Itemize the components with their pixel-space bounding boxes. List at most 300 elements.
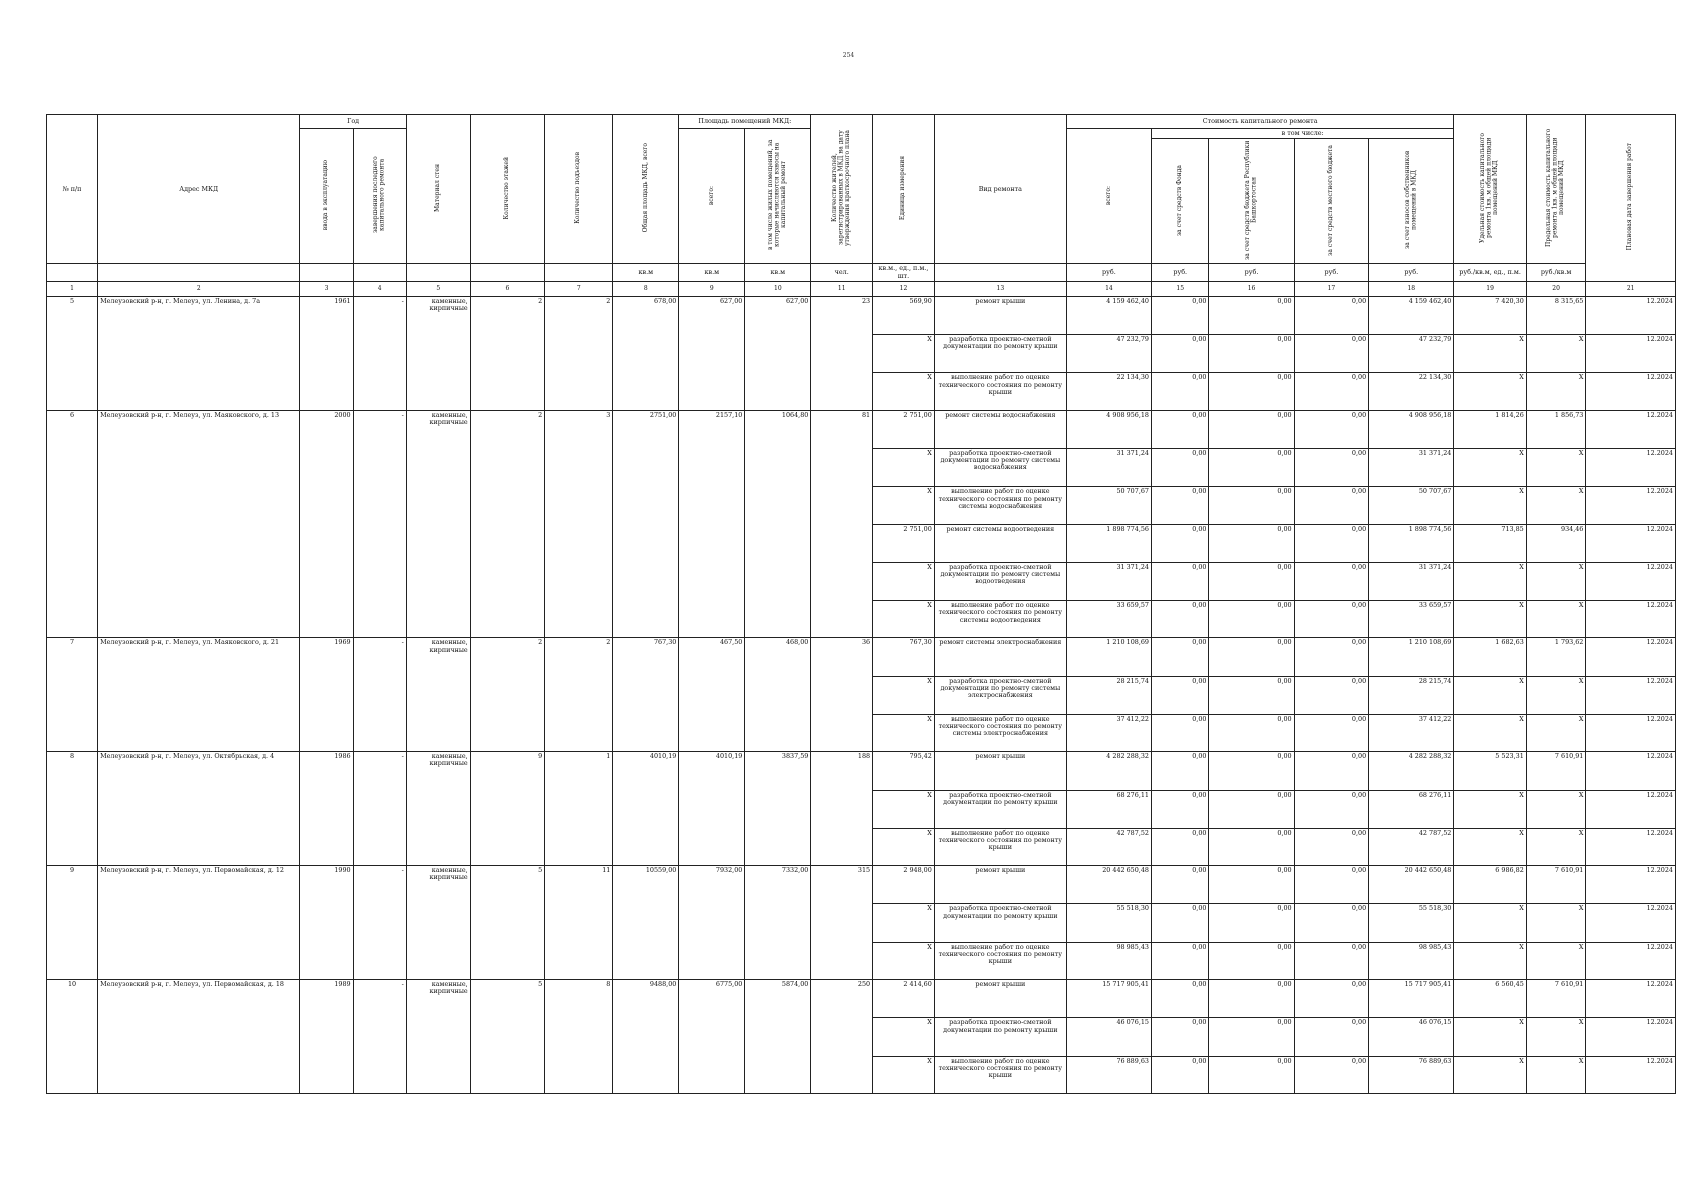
work-type: ремонт крыши [934,752,1066,790]
residents-count: 23 [811,296,873,410]
year-built: 2000 [300,410,353,638]
col-no-header: № п/п [47,115,98,264]
column-number: 16 [1209,281,1294,296]
year-group-header: Год [300,115,406,129]
last-repair-year: - [353,979,406,1093]
wall-material: каменные, кирпичные [406,752,470,866]
total-area: 2751,00 [613,410,679,638]
cost-owners: 98 985,43 [1369,942,1454,979]
completion-date: 12.2024 [1586,487,1676,524]
cost-total: 4 908 956,18 [1066,410,1151,448]
total-area: 4010,19 [613,752,679,866]
cost-rb-budget: 0,00 [1209,904,1294,942]
work-type: выполнение работ по оценке технического состояния по ремонту системы водоотведения [934,601,1066,638]
area-all: 4010,19 [679,752,745,866]
work-type: ремонт крыши [934,979,1066,1017]
specific-cost: X [1454,1018,1526,1056]
cost-total: 1 210 108,69 [1066,638,1151,676]
cost-owners: 28 215,74 [1369,676,1454,714]
work-type: ремонт системы водоотведения [934,524,1066,562]
floors-count: 2 [470,638,545,752]
cost-total: 1 898 774,56 [1066,524,1151,562]
cost-total: 47 232,79 [1066,335,1151,373]
cost-total: 55 518,30 [1066,904,1151,942]
table-row [47,410,1676,448]
unit-rb: руб. [1209,264,1294,281]
column-number: 4 [353,281,406,296]
building-address: Мелеузовский р-н, г. Мелеуз, ул. Ленина, д. 7а [98,296,300,410]
completion-date: 12.2024 [1586,790,1676,828]
column-number: 12 [873,281,935,296]
cost-rb-budget: 0,00 [1209,676,1294,714]
col-address-header: Адрес МКД [98,115,300,264]
cost-fund: 0,00 [1151,335,1208,373]
cost-fund: 0,00 [1151,373,1208,410]
cost-fund: 0,00 [1151,449,1208,487]
col-area-living-header: в том числе жилых помещений, за которые начисляются взносы на капитальный ремонт [745,129,811,264]
specific-cost: X [1454,449,1526,487]
cost-owners: 42 787,52 [1369,828,1454,865]
total-area: 767,30 [613,638,679,752]
cost-local-budget: 0,00 [1294,1018,1369,1056]
building-address: Мелеузовский р-н, г. Мелеуз, ул. Маяковского, д. 13 [98,410,300,638]
limit-cost: X [1526,904,1586,942]
work-unit-amount: X [873,942,935,979]
floors-count: 5 [470,866,545,980]
work-type: выполнение работ по оценке технического состояния по ремонту системы водоснабжения [934,487,1066,524]
column-number: 2 [98,281,300,296]
cost-fund: 0,00 [1151,979,1208,1017]
limit-cost: X [1526,335,1586,373]
specific-cost: 6 560,45 [1454,979,1526,1017]
cost-local-budget: 0,00 [1294,449,1369,487]
unit-owners: руб. [1369,264,1454,281]
work-type: разработка проектно-сметной документации по ремонту системы водоснабжения [934,449,1066,487]
cost-total: 76 889,63 [1066,1056,1151,1093]
area-all: 6775,00 [679,979,745,1093]
unit-area-living: кв.м [745,264,811,281]
col-work-type-header: Вид ремонта [934,115,1066,264]
cost-local-budget: 0,00 [1294,296,1369,334]
last-repair-year: - [353,638,406,752]
cost-local-budget: 0,00 [1294,335,1369,373]
specific-cost: 5 523,31 [1454,752,1526,790]
limit-cost: X [1526,790,1586,828]
area-all: 627,00 [679,296,745,410]
residents-count: 250 [811,979,873,1093]
cost-local-budget: 0,00 [1294,942,1369,979]
specific-cost: X [1454,904,1526,942]
work-unit-amount: X [873,335,935,373]
cost-rb-budget: 0,00 [1209,373,1294,410]
col-owners-header: за счет взносов собственников помещений в МКД [1369,139,1454,264]
col-residents-header: Количество жителей, зарегистрированных в МКД на дату утверждения краткосрочного плана [811,115,873,264]
area-living: 468,00 [745,638,811,752]
limit-cost: 1 793,62 [1526,638,1586,676]
work-unit-amount: X [873,1018,935,1056]
cost-rb-budget: 0,00 [1209,828,1294,865]
cost-rb-budget: 0,00 [1209,601,1294,638]
work-unit-amount: 795,42 [873,752,935,790]
cost-owners: 15 717 905,41 [1369,979,1454,1017]
cost-fund: 0,00 [1151,904,1208,942]
cost-local-budget: 0,00 [1294,601,1369,638]
cost-local-budget: 0,00 [1294,524,1369,562]
cost-fund: 0,00 [1151,1018,1208,1056]
cost-rb-budget: 0,00 [1209,449,1294,487]
col-date-header: Плановая дата завершения работ [1586,115,1676,282]
building-address: Мелеузовский р-н, г. Мелеуз, ул. Маяковского, д. 21 [98,638,300,752]
column-number: 18 [1369,281,1454,296]
cost-fund: 0,00 [1151,638,1208,676]
unit-local: руб. [1294,264,1369,281]
wall-material: каменные, кирпичные [406,866,470,980]
area-all: 467,50 [679,638,745,752]
residents-count: 36 [811,638,873,752]
cost-local-budget: 0,00 [1294,828,1369,865]
limit-cost: X [1526,601,1586,638]
wall-material: каменные, кирпичные [406,638,470,752]
last-repair-year: - [353,866,406,980]
col-fund-header: за счет средств Фонда [1151,139,1208,264]
residents-count: 81 [811,410,873,638]
cost-fund: 0,00 [1151,296,1208,334]
floors-count: 2 [470,296,545,410]
col-specific-cost-header: Удельная стоимость капитального ремонта 1кв. м общей площади помещений МКД [1454,115,1526,264]
cost-local-budget: 0,00 [1294,904,1369,942]
work-unit-amount: X [873,828,935,865]
completion-date: 12.2024 [1586,296,1676,334]
cost-local-budget: 0,00 [1294,715,1369,752]
table-header [47,115,1676,297]
wall-material: каменные, кирпичные [406,410,470,638]
specific-cost: X [1454,676,1526,714]
cost-total: 4 159 462,40 [1066,296,1151,334]
area-living: 3837,59 [745,752,811,866]
specific-cost: X [1454,828,1526,865]
completion-date: 12.2024 [1586,1056,1676,1093]
cost-owners: 1 898 774,56 [1369,524,1454,562]
cost-total: 20 442 650,48 [1066,866,1151,904]
cost-local-budget: 0,00 [1294,562,1369,600]
building-address: Мелеузовский р-н, г. Мелеуз, ул. Октябрьская, д. 4 [98,752,300,866]
cost-total: 46 076,15 [1066,1018,1151,1056]
specific-cost: X [1454,335,1526,373]
cost-fund: 0,00 [1151,715,1208,752]
cost-owners: 46 076,15 [1369,1018,1454,1056]
cost-rb-budget: 0,00 [1209,752,1294,790]
cost-owners: 20 442 650,48 [1369,866,1454,904]
specific-cost: X [1454,373,1526,410]
table-row [47,638,1676,676]
cost-rb-budget: 0,00 [1209,790,1294,828]
work-unit-amount: X [873,562,935,600]
col-limit-cost-header: Предельная стоимость капитального ремонта 1кв. м общей площади помещений МКД [1526,115,1586,264]
cost-owners: 31 371,24 [1369,449,1454,487]
cost-rb-budget: 0,00 [1209,942,1294,979]
completion-date: 12.2024 [1586,942,1676,979]
residents-count: 315 [811,866,873,980]
wall-material: каменные, кирпичные [406,979,470,1093]
limit-cost: 7 610,91 [1526,866,1586,904]
work-unit-amount: X [873,1056,935,1093]
cost-total: 37 412,22 [1066,715,1151,752]
col-entrances-header: Количество подъездов [545,115,613,264]
column-number: 11 [811,281,873,296]
col-rb-budget-header: за счет средств бюджета Республики Башкортостан [1209,139,1294,264]
column-number: 21 [1586,281,1676,296]
completion-date: 12.2024 [1586,335,1676,373]
column-number: 9 [679,281,745,296]
specific-cost: 7 420,30 [1454,296,1526,334]
completion-date: 12.2024 [1586,715,1676,752]
col-total-area-header: Общая площадь МКД, всего [613,115,679,264]
specific-cost: X [1454,942,1526,979]
residents-count: 188 [811,752,873,866]
table-row [47,752,1676,790]
work-type: выполнение работ по оценке технического состояния по ремонту крыши [934,828,1066,865]
row-number: 10 [47,979,98,1093]
unit-specific: руб./кв.м, ед., п.м. [1454,264,1526,281]
entrances-count: 2 [545,296,613,410]
unit-fund: руб. [1151,264,1208,281]
completion-date: 12.2024 [1586,524,1676,562]
total-area: 10559,00 [613,866,679,980]
entrances-count: 1 [545,752,613,866]
limit-cost: X [1526,676,1586,714]
cost-rb-budget: 0,00 [1209,638,1294,676]
cost-total: 28 215,74 [1066,676,1151,714]
year-built: 1986 [300,752,353,866]
work-type: выполнение работ по оценке технического состояния по ремонту крыши [934,1056,1066,1093]
cost-owners: 22 134,30 [1369,373,1454,410]
work-type: выполнение работ по оценке технического состояния по ремонту системы электроснабжения [934,715,1066,752]
cost-owners: 4 282 288,32 [1369,752,1454,790]
floors-count: 5 [470,979,545,1093]
last-repair-year: - [353,752,406,866]
work-unit-amount: 2 414,60 [873,979,935,1017]
cost-rb-budget: 0,00 [1209,524,1294,562]
cost-local-budget: 0,00 [1294,1056,1369,1093]
column-number: 19 [1454,281,1526,296]
work-type: разработка проектно-сметной документации по ремонту крыши [934,335,1066,373]
specific-cost: X [1454,790,1526,828]
table-row [47,296,1676,334]
completion-date: 12.2024 [1586,828,1676,865]
cost-rb-budget: 0,00 [1209,1018,1294,1056]
cost-total: 98 985,43 [1066,942,1151,979]
specific-cost: X [1454,715,1526,752]
limit-cost: 8 315,65 [1526,296,1586,334]
limit-cost: X [1526,1056,1586,1093]
column-numbers-row [47,281,1676,296]
work-unit-amount: 569,90 [873,296,935,334]
work-unit-amount: X [873,715,935,752]
completion-date: 12.2024 [1586,410,1676,448]
incl-group-header: в том числе: [1151,129,1453,139]
row-number: 6 [47,410,98,638]
cost-owners: 37 412,22 [1369,715,1454,752]
specific-cost: 1 814,26 [1454,410,1526,448]
cost-rb-budget: 0,00 [1209,1056,1294,1093]
column-number: 20 [1526,281,1586,296]
specific-cost: X [1454,487,1526,524]
cost-fund: 0,00 [1151,410,1208,448]
completion-date: 12.2024 [1586,752,1676,790]
completion-date: 12.2024 [1586,373,1676,410]
cost-owners: 4 908 956,18 [1369,410,1454,448]
col-year-built-header: ввода в эксплуатацию [300,129,353,264]
specific-cost: X [1454,562,1526,600]
entrances-count: 3 [545,410,613,638]
work-type: разработка проектно-сметной документации по ремонту системы электроснабжения [934,676,1066,714]
work-type: ремонт крыши [934,866,1066,904]
cost-total: 22 134,30 [1066,373,1151,410]
completion-date: 12.2024 [1586,904,1676,942]
area-living: 5874,00 [745,979,811,1093]
cost-rb-budget: 0,00 [1209,335,1294,373]
cost-owners: 68 276,11 [1369,790,1454,828]
cost-fund: 0,00 [1151,1056,1208,1093]
column-number: 14 [1066,281,1151,296]
work-type: разработка проектно-сметной документации по ремонту крыши [934,790,1066,828]
cost-fund: 0,00 [1151,601,1208,638]
total-area: 678,00 [613,296,679,410]
cost-fund: 0,00 [1151,790,1208,828]
completion-date: 12.2024 [1586,638,1676,676]
cost-total: 68 276,11 [1066,790,1151,828]
cost-local-budget: 0,00 [1294,866,1369,904]
cost-fund: 0,00 [1151,676,1208,714]
area-living: 627,00 [745,296,811,410]
entrances-count: 11 [545,866,613,980]
cost-total: 31 371,24 [1066,449,1151,487]
column-number: 13 [934,281,1066,296]
cost-local-budget: 0,00 [1294,979,1369,1017]
limit-cost: X [1526,1018,1586,1056]
cost-fund: 0,00 [1151,828,1208,865]
limit-cost: X [1526,562,1586,600]
work-type: ремонт крыши [934,296,1066,334]
cost-local-budget: 0,00 [1294,410,1369,448]
row-number: 7 [47,638,98,752]
cost-owners: 33 659,57 [1369,601,1454,638]
cost-rb-budget: 0,00 [1209,296,1294,334]
building-address: Мелеузовский р-н, г. Мелеуз, ул. Первомайская, д. 12 [98,866,300,980]
completion-date: 12.2024 [1586,601,1676,638]
cost-fund: 0,00 [1151,524,1208,562]
specific-cost: X [1454,1056,1526,1093]
year-built: 1990 [300,866,353,980]
work-type: разработка проектно-сметной документации по ремонту крыши [934,904,1066,942]
entrances-count: 2 [545,638,613,752]
cost-owners: 55 518,30 [1369,904,1454,942]
cost-total: 42 787,52 [1066,828,1151,865]
row-number: 8 [47,752,98,866]
table-row [47,979,1676,1017]
unit-cost-total: руб. [1066,264,1151,281]
unit-area-all: кв.м [679,264,745,281]
completion-date: 12.2024 [1586,562,1676,600]
specific-cost: 6 986,82 [1454,866,1526,904]
work-unit-amount: X [873,790,935,828]
total-area: 9488,00 [613,979,679,1093]
cost-owners: 47 232,79 [1369,335,1454,373]
area-group-header: Площадь помещений МКД: [679,115,811,129]
completion-date: 12.2024 [1586,866,1676,904]
specific-cost: 713,85 [1454,524,1526,562]
cost-group-header: Стоимость капитального ремонта [1066,115,1454,129]
cost-fund: 0,00 [1151,487,1208,524]
column-number: 1 [47,281,98,296]
cost-local-budget: 0,00 [1294,752,1369,790]
col-area-all-header: всего: [679,129,745,264]
cost-owners: 31 371,24 [1369,562,1454,600]
col-last-repair-header: завершения последнего капитального ремонта [353,129,406,264]
area-living: 7332,00 [745,866,811,980]
work-type: ремонт системы электроснабжения [934,638,1066,676]
specific-cost: 1 682,63 [1454,638,1526,676]
limit-cost: X [1526,942,1586,979]
limit-cost: X [1526,449,1586,487]
column-number: 15 [1151,281,1208,296]
cost-owners: 76 889,63 [1369,1056,1454,1093]
cost-total: 15 717 905,41 [1066,979,1151,1017]
column-number: 10 [745,281,811,296]
row-number: 5 [47,296,98,410]
last-repair-year: - [353,410,406,638]
entrances-count: 8 [545,979,613,1093]
table-body [47,296,1676,1093]
column-number: 5 [406,281,470,296]
limit-cost: X [1526,373,1586,410]
cost-local-budget: 0,00 [1294,676,1369,714]
work-unit-amount: X [873,676,935,714]
table-row [47,866,1676,904]
cost-local-budget: 0,00 [1294,373,1369,410]
cost-owners: 50 707,67 [1369,487,1454,524]
completion-date: 12.2024 [1586,979,1676,1017]
limit-cost: X [1526,487,1586,524]
unit-residents: чел. [811,264,873,281]
limit-cost: 934,46 [1526,524,1586,562]
work-unit-amount: X [873,601,935,638]
work-type: выполнение работ по оценке технического состояния по ремонту крыши [934,942,1066,979]
unit-limit: руб./кв.м [1526,264,1586,281]
work-unit-amount: X [873,373,935,410]
limit-cost: X [1526,715,1586,752]
cost-rb-budget: 0,00 [1209,979,1294,1017]
work-type: разработка проектно-сметной документации по ремонту системы водоотведения [934,562,1066,600]
column-number: 8 [613,281,679,296]
completion-date: 12.2024 [1586,449,1676,487]
cost-fund: 0,00 [1151,866,1208,904]
wall-material: каменные, кирпичные [406,296,470,410]
cost-local-budget: 0,00 [1294,790,1369,828]
cost-owners: 4 159 462,40 [1369,296,1454,334]
page-number: 254 [842,52,855,59]
cost-total: 33 659,57 [1066,601,1151,638]
work-unit-amount: X [873,449,935,487]
cost-rb-budget: 0,00 [1209,715,1294,752]
column-number: 7 [545,281,613,296]
column-number: 3 [300,281,353,296]
floors-count: 2 [470,410,545,638]
limit-cost: 1 856,73 [1526,410,1586,448]
cost-fund: 0,00 [1151,562,1208,600]
cost-total: 31 371,24 [1066,562,1151,600]
cost-rb-budget: 0,00 [1209,866,1294,904]
